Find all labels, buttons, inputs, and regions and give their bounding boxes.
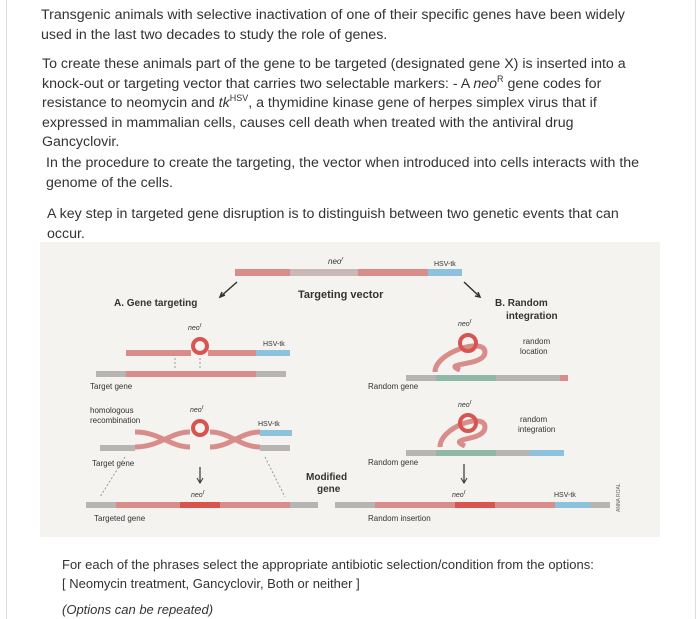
b3-right: [590, 502, 610, 508]
random-location-1: random: [523, 337, 551, 346]
a3-arm-left: [116, 502, 180, 508]
random-gene-label-2: Random gene: [368, 458, 419, 467]
random-location-2: location: [520, 347, 548, 356]
neo-label-b1: neor: [458, 319, 472, 328]
random-gene-label: Random gene: [368, 382, 419, 391]
intro-paragraph-3: In the procedure to create the targeting, the vector when introduced into cells interacts with the genome of the cells.: [46, 155, 640, 191]
arrow-to-gene-targeting: [220, 282, 237, 297]
a1-tk: [256, 350, 290, 356]
modified-gene-line2: gene: [317, 484, 341, 495]
target-gene-label-2: Target gene: [92, 459, 135, 468]
b2-vector-loop: [440, 421, 485, 447]
a2-neo-loop: [193, 421, 207, 435]
b1-gene-mid: [436, 375, 496, 381]
b3-tk-label: HSV-tk: [554, 492, 576, 499]
a3-arm-right: [220, 502, 290, 508]
b3-neo: [455, 502, 495, 508]
b3-arm-right: [495, 502, 555, 508]
a1-target-right: [256, 371, 286, 377]
a2-tk: [260, 430, 292, 436]
section-b-label-line2: integration: [506, 311, 558, 322]
random-integration-1: random: [520, 415, 548, 424]
b2-gene-mid: [436, 450, 496, 456]
gene-targeting-diagram: [40, 242, 660, 537]
vector-title: Targeting vector: [298, 289, 384, 301]
neo-label-b3: neor: [452, 490, 466, 499]
b2-gene-right: [496, 450, 530, 456]
gene-targeting-step-1: [90, 323, 290, 391]
a3-right: [290, 502, 318, 508]
vector-arm-left: [235, 269, 290, 276]
vector-tk-label: HSV-tk: [434, 261, 456, 268]
p2-tk: tk: [218, 95, 230, 111]
p2-neo: neo: [473, 75, 497, 92]
neo-label-b2: neor: [458, 400, 472, 409]
targeted-gene-label: Targeted gene: [94, 514, 146, 523]
b2-tk: [530, 450, 564, 456]
question-footer: [62, 555, 662, 619]
a1-target-left: [96, 371, 126, 377]
random-integration-2: integration: [518, 425, 556, 434]
homologous-label-2: recombination: [90, 416, 141, 425]
random-integration-step-1: [368, 319, 568, 391]
b1-gene-mark: [560, 375, 568, 381]
modified-gene-line1: Modified: [306, 472, 348, 483]
neo-label-a2: neor: [190, 405, 204, 414]
section-b-label-line1: B. Random: [495, 298, 548, 309]
intro-paragraph-4: A key step in targeted gene disruption is to distinguish between two genetic events that can occur.: [47, 206, 619, 242]
neo-label-a1: neor: [188, 323, 202, 332]
question-text: For each of the phrases select the appropriate antibiotic selection/condition from the options:: [62, 557, 594, 572]
random-integration-step-2: [368, 400, 564, 483]
a1-arm-left: [126, 350, 191, 356]
p2-neo-sup: R: [497, 73, 504, 84]
diagram-svg: [40, 242, 660, 537]
a2-tk-label: HSV-tk: [258, 421, 280, 428]
b3-arm-left: [375, 502, 455, 508]
random-insertion-label: Random insertion: [368, 514, 431, 523]
a2-target-right: [260, 445, 290, 451]
b3-tk: [555, 502, 590, 508]
targeting-vector: [235, 257, 462, 301]
b2-gene-left: [406, 450, 436, 456]
neo-label-a3: neor: [191, 490, 205, 499]
section-a-label: A. Gene targeting: [114, 298, 198, 309]
watermark: ANNA ROAL: [616, 483, 622, 512]
vector-neo-label: neo$^r$: [328, 257, 344, 266]
a2-target-left: [100, 445, 135, 451]
target-gene-label: Target gene: [90, 382, 133, 391]
repeat-hint: (Options can be repeated): [62, 602, 214, 617]
a1-neo-loop: [193, 339, 207, 353]
random-insertion-result: [335, 490, 610, 523]
b1-vector-loop: [435, 346, 485, 372]
a3-neo: [180, 502, 220, 508]
p2-text-a: To create these animals part of the gene to be targeted (designated gene X) is inserted into a knock-out or targeting vector that carries two selectable markers: - A: [42, 56, 626, 92]
vector-arm-right: [358, 269, 428, 276]
intro-paragraph-2: [42, 55, 652, 153]
a1-arm-right: [208, 350, 256, 356]
b1-gene-right: [496, 375, 560, 381]
b3-left: [335, 502, 375, 508]
targeted-gene-result: [86, 490, 318, 523]
intro-paragraph-1: Transgenic animals with selective inactivation of one of their specific genes have been widely used in the last two decades to study the role of genes.: [41, 7, 625, 43]
a3-left: [86, 502, 116, 508]
a2-dash-r: [265, 457, 285, 497]
a1-target-mid: [126, 371, 256, 377]
vector-neo-segment: [290, 269, 358, 276]
gene-targeting-step-2: [90, 405, 292, 497]
arrow-to-random-integration: [464, 282, 480, 297]
p2-tk-sup: HSV: [229, 93, 249, 103]
options-list: [ Neomycin treatment, Gancyclovir, Both or neither ]: [62, 576, 360, 591]
homologous-label-1: homologous: [90, 406, 134, 415]
p2-text-c: , a thymidine kinase gene of herpes simplex virus that if expressed in mammalian cells, causes cell death when treated with the antiviral drug Gancyclovir.: [42, 95, 597, 150]
vector-tk-segment: [428, 269, 462, 276]
b1-gene-left: [406, 375, 436, 381]
p2-text-b: gene codes for resistance to neomycin and: [42, 75, 602, 111]
a1-tk-label: HSV-tk: [263, 341, 285, 348]
